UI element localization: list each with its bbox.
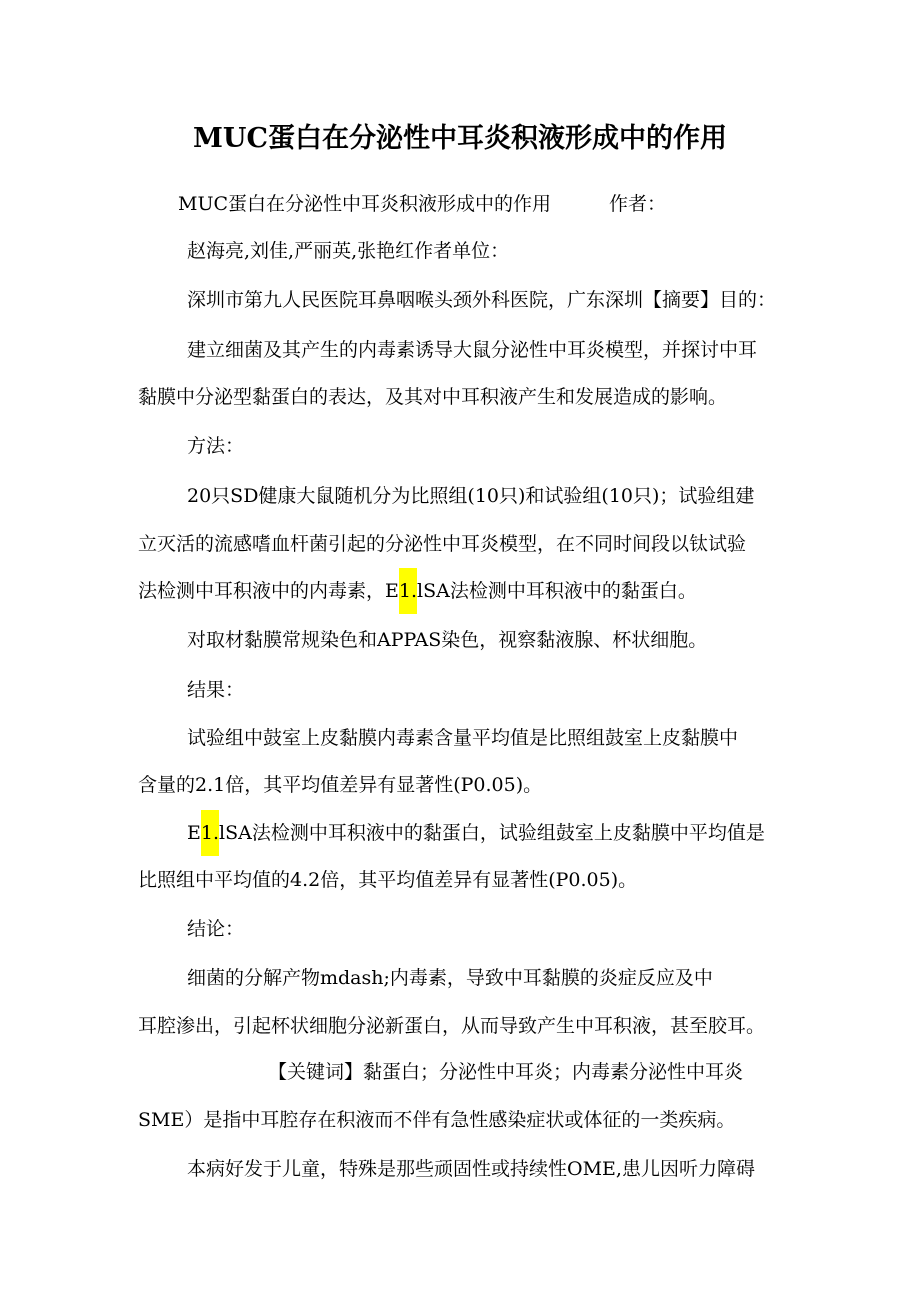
results-line-3 — [187, 820, 765, 846]
results-line-3-before: E — [187, 822, 201, 844]
author-label: 作者： — [609, 193, 667, 215]
methods-line-3 — [138, 578, 697, 604]
body-line-1: SME）是指中耳腔存在积液而不伴有急性感染症状或体征的一类疾病。 — [138, 1109, 736, 1131]
methods-line-1: 20只SD健康大鼠随机分为比照组(10只)和试验组(10只)；试验组建 — [187, 485, 755, 507]
keywords-line: 【关键词】黏蛋白；分泌性中耳炎；内毒素分泌性中耳炎 — [268, 1061, 744, 1083]
results-line-1: 试验组中鼓室上皮黏膜内毒素含量平均值是比照组鼓室上皮黏膜中 — [187, 727, 739, 749]
objective-line-2: 黏膜中分泌型黏蛋白的表达，及其对中耳积液产生和发展造成的影响。 — [138, 386, 728, 408]
methods-line-4: 对取材黏膜常规染色和APPAS染色，视察黏液腺、杯状细胞。 — [187, 629, 708, 651]
body-line-2: 本病好发于儿童，特殊是那些顽固性或持续性OME,患儿因听力障碍 — [187, 1158, 755, 1180]
methods-line-3-before: 法检测中耳积液中的内毒素，E — [138, 580, 399, 602]
header-line — [178, 191, 666, 217]
results-line-3-after: lSA法检测中耳积液中的黏蛋白，试验组鼓室上皮黏膜中平均值是 — [219, 822, 765, 844]
methods-line-3-after: lSA法检测中耳积液中的黏蛋白。 — [417, 580, 697, 602]
document-title: MUC蛋白在分泌性中耳炎积液形成中的作用 — [193, 123, 727, 154]
conclusion-heading: 结论： — [187, 918, 245, 940]
results-line-4: 比照组中平均值的4.2倍，其平均值差异有显著性(P0.05)。 — [138, 869, 638, 891]
affiliation-line: 深圳市第九人民医院耳鼻咽喉头颈外科医院，广东深圳【摘要】目的： — [187, 289, 777, 311]
header-title-repeat: MUC蛋白在分泌性中耳炎积液形成中的作用 — [178, 193, 552, 215]
results-line-2: 含量的2.1倍，其平均值差异有显著性(P0.05)。 — [138, 774, 543, 796]
highlight-mark: 1. — [201, 810, 219, 856]
conclusion-line-2: 耳腔渗出，引起杯状细胞分泌新蛋白，从而导致产生中耳积液，甚至胶耳。 — [138, 1015, 766, 1037]
methods-line-2: 立灭活的流感嗜血杆菌引起的分泌性中耳炎模型，在不同时间段以钛试验 — [138, 533, 747, 555]
results-heading: 结果： — [187, 679, 245, 701]
highlight-mark: 1. — [399, 568, 417, 614]
objective-line-1: 建立细菌及其产生的内毒素诱导大鼠分泌性中耳炎模型，并探讨中耳 — [187, 339, 758, 361]
conclusion-line-1: 细菌的分解产物mdash;内毒素，导致中耳黏膜的炎症反应及中 — [187, 967, 713, 989]
methods-heading: 方法： — [187, 435, 245, 457]
authors-line: 赵海亮,刘佳,严丽英,张艳红作者单位： — [187, 240, 510, 262]
